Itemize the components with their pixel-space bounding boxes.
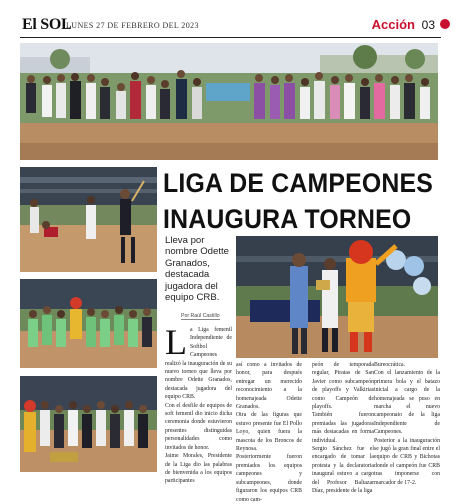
section-name: Acción xyxy=(371,17,415,32)
photo-team-lineup xyxy=(20,43,438,160)
page-number: 03 xyxy=(421,18,435,32)
body-paragraph: peón de temporada regular, Piratas de San Javier como subcampeón de playoffs y Valkirias como Campeón de playoffs. xyxy=(312,362,374,411)
body-paragraph: Jaime Morales, Presidente de la Liga dio las palabras de bienvenida a los equipos participantes xyxy=(165,453,232,485)
byline: Por Raúl Castillo xyxy=(181,313,220,319)
photo-opening-pitch xyxy=(20,167,157,272)
drop-cap: L xyxy=(165,322,187,362)
body-paragraph: Posteriormente fueron premiados los equipos campeones y subcampeones, donde figuraron los equipos CRB como cam- xyxy=(236,454,302,503)
body-paragraph: así como a invitados de honor, para después entregar un merecido reconocimiento a la homenajeada Odette Granados. xyxy=(236,362,302,411)
headline xyxy=(163,165,433,237)
photo-team-mascot xyxy=(20,279,157,368)
body-paragraph: Otra de las figuras que estuvo presente fue El Pollo Loyo, quien fuera la mascota de los Broncos de Reynosa. xyxy=(236,412,302,453)
body-paragraph: Posterior a la inauguración se jugó la gran final entre el equipo de CRB y Bichotas donde el campeón fue CRB tras imponerse con marcador de 17-2. xyxy=(374,437,440,486)
article-column-2 xyxy=(236,361,302,504)
photo-champions-group xyxy=(20,376,157,472)
article-column-3 xyxy=(312,361,374,496)
photo-recognition xyxy=(236,236,438,358)
body-paragraph: Con el lanzamiento de la primera bola y el batazo inicial a cargo de la homenajeada se puso en marcha el nuevo campeonato de la liga Independiente de Campeones. xyxy=(374,370,440,436)
body-paragraph: Con el desfile de equipos de soft femenil dio inicio dicha ceremonia donde estuvieron presentes distinguidas personalidades como invitados de honor. xyxy=(165,402,232,451)
lead-text: a Liga femenil Independiente de Softbol Campeones realizó la inauguración de su nuevo torneo que lleva por nombre Odette Granados, destacada jugadora del equipo CRB. xyxy=(165,327,232,401)
newspaper-brand: El SOL xyxy=(22,16,72,33)
body-paragraph: Bureocrática. xyxy=(374,362,406,368)
subhead: Lleva por nombre Odette Granados, destacada jugadora del equipo CRB. xyxy=(165,235,229,304)
header-rule xyxy=(20,37,441,38)
lead-paragraph xyxy=(165,322,232,402)
article-column-4 xyxy=(374,361,440,487)
article-column-1 xyxy=(165,322,232,486)
headline-line-1: LIGA DE CAMPEONES xyxy=(163,168,433,198)
masthead xyxy=(0,0,459,38)
headline-line-2: INAUGURA TORNEO xyxy=(163,204,412,234)
issue-date: LUNES 27 DE FEBRERO DEL 2023 xyxy=(66,21,199,30)
section-dot-icon xyxy=(440,19,450,29)
body-paragraph: También fueron premiadas las jugadoras más destacadas en forma individual. xyxy=(312,412,374,444)
body-paragraph: Sergio Sánchez fue el encargado de tomar la protesta y la declaratoria inaugural estuvo a cargo del Profesor Baltazar Díaz, presidente de la liga xyxy=(312,446,374,495)
